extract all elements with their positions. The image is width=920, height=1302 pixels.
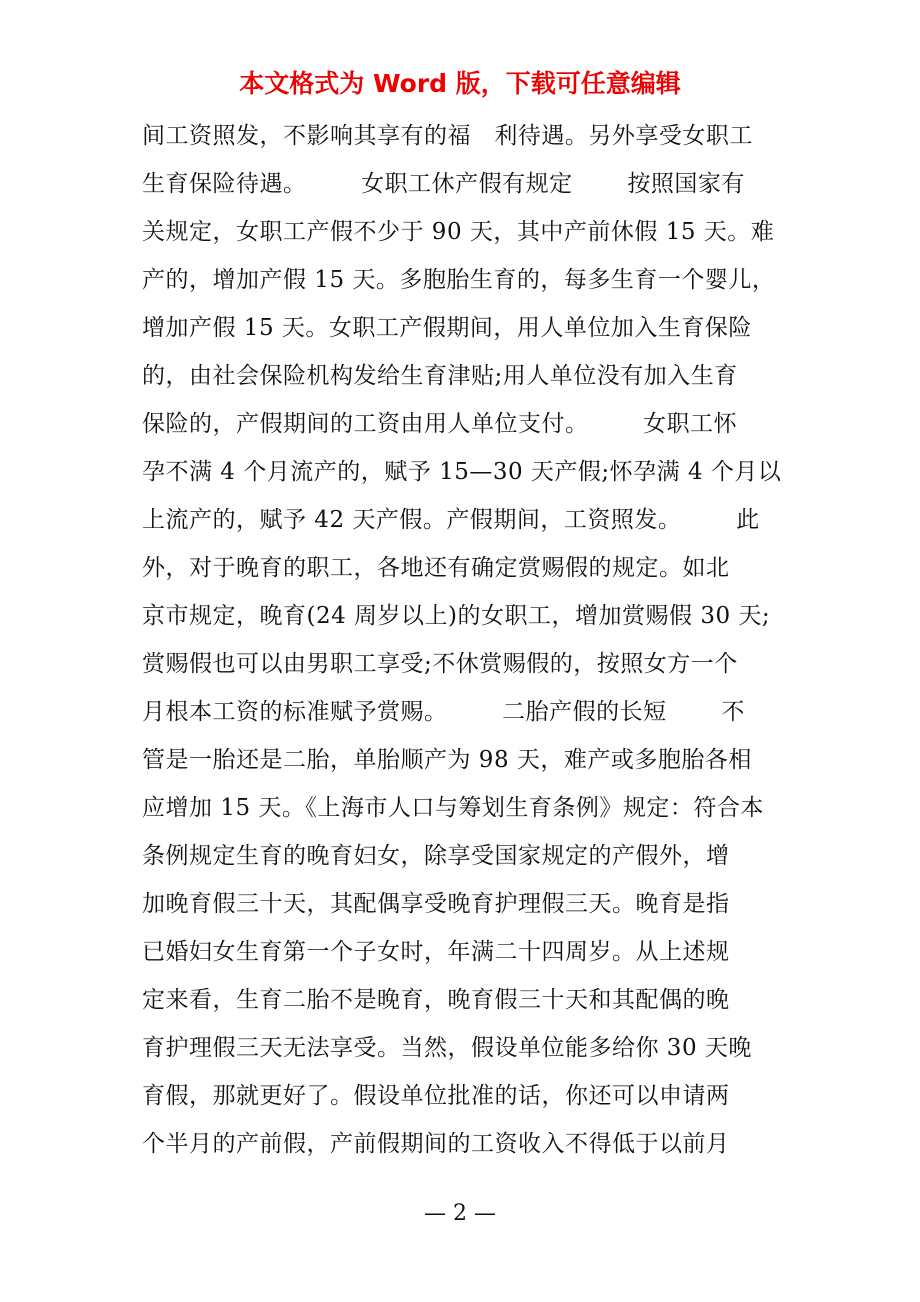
page-number: — 2 — (424, 1201, 496, 1226)
body-line: 保险的，产假期间的工资由用人单位支付。 女职工怀 (142, 411, 738, 437)
body-line: 加晚育假三十天，其配偶享受晚育护理假三天。晚育是指 (142, 891, 730, 917)
body-line: 定来看，生育二胎不是晚育，晚育假三十天和其配偶的晚 (142, 987, 730, 1013)
body-line: 产的，增加产假 15 天。多胞胎生育的，每多生育一个婴儿， (142, 267, 776, 293)
document-body (142, 112, 792, 1168)
body-line: 增加产假 15 天。女职工产假期间，用人单位加入生育保险 (142, 315, 752, 341)
body-line: 上流产的，赋予 42 天产假。产假期间，工资照发。 此 (142, 507, 760, 533)
body-line: 管是一胎还是二胎，单胎顺产为 98 天，难产或多胞胎各相 (142, 747, 752, 773)
body-line: 关规定，女职工产假不少于 90 天，其中产前休假 15 天。难 (142, 219, 775, 245)
body-line: 赏赐假也可以由男职工享受;不休赏赐假的，按照女方一个 (142, 651, 738, 677)
body-line: 外，对于晚育的职工，各地还有确定赏赐假的规定。如北 (142, 555, 730, 581)
body-line: 育假，那就更好了。假设单位批准的话，你还可以申请两 (142, 1083, 730, 1109)
body-line: 已婚妇女生育第一个子女时，年满二十四周岁。从上述规 (142, 939, 730, 965)
body-line: 生育保险待遇。 女职工休产假有规定 按照国家有 (142, 171, 745, 197)
body-line: 育护理假三天无法享受。当然，假设单位能多给你 30 天晚 (142, 1035, 752, 1061)
body-line: 条例规定生育的晚育妇女，除享受国家规定的产假外，增 (142, 843, 730, 869)
body-line: 的，由社会保险机构发给生育津贴;用人单位没有加入生育 (142, 363, 738, 389)
body-line: 京市规定，晚育(24 周岁以上)的女职工，增加赏赐假 30 天; (142, 603, 771, 629)
body-line: 间工资照发，不影响其享有的福 利待遇。另外享受女职工 (142, 123, 753, 149)
body-line: 应增加 15 天。《上海市人口与筹划生育条例》规定：符合本 (142, 795, 764, 821)
body-line: 孕不满 4 个月流产的，赋予 15—30 天产假;怀孕满 4 个月以 (142, 459, 782, 485)
body-line: 个半月的产前假，产前假期间的工资收入不得低于以前月 (142, 1131, 730, 1157)
body-line: 月根本工资的标准赋予赏赐。 二胎产假的长短 不 (142, 699, 745, 725)
download-notice-header: 本文格式为 Word 版，下载可任意编辑 (239, 69, 681, 98)
